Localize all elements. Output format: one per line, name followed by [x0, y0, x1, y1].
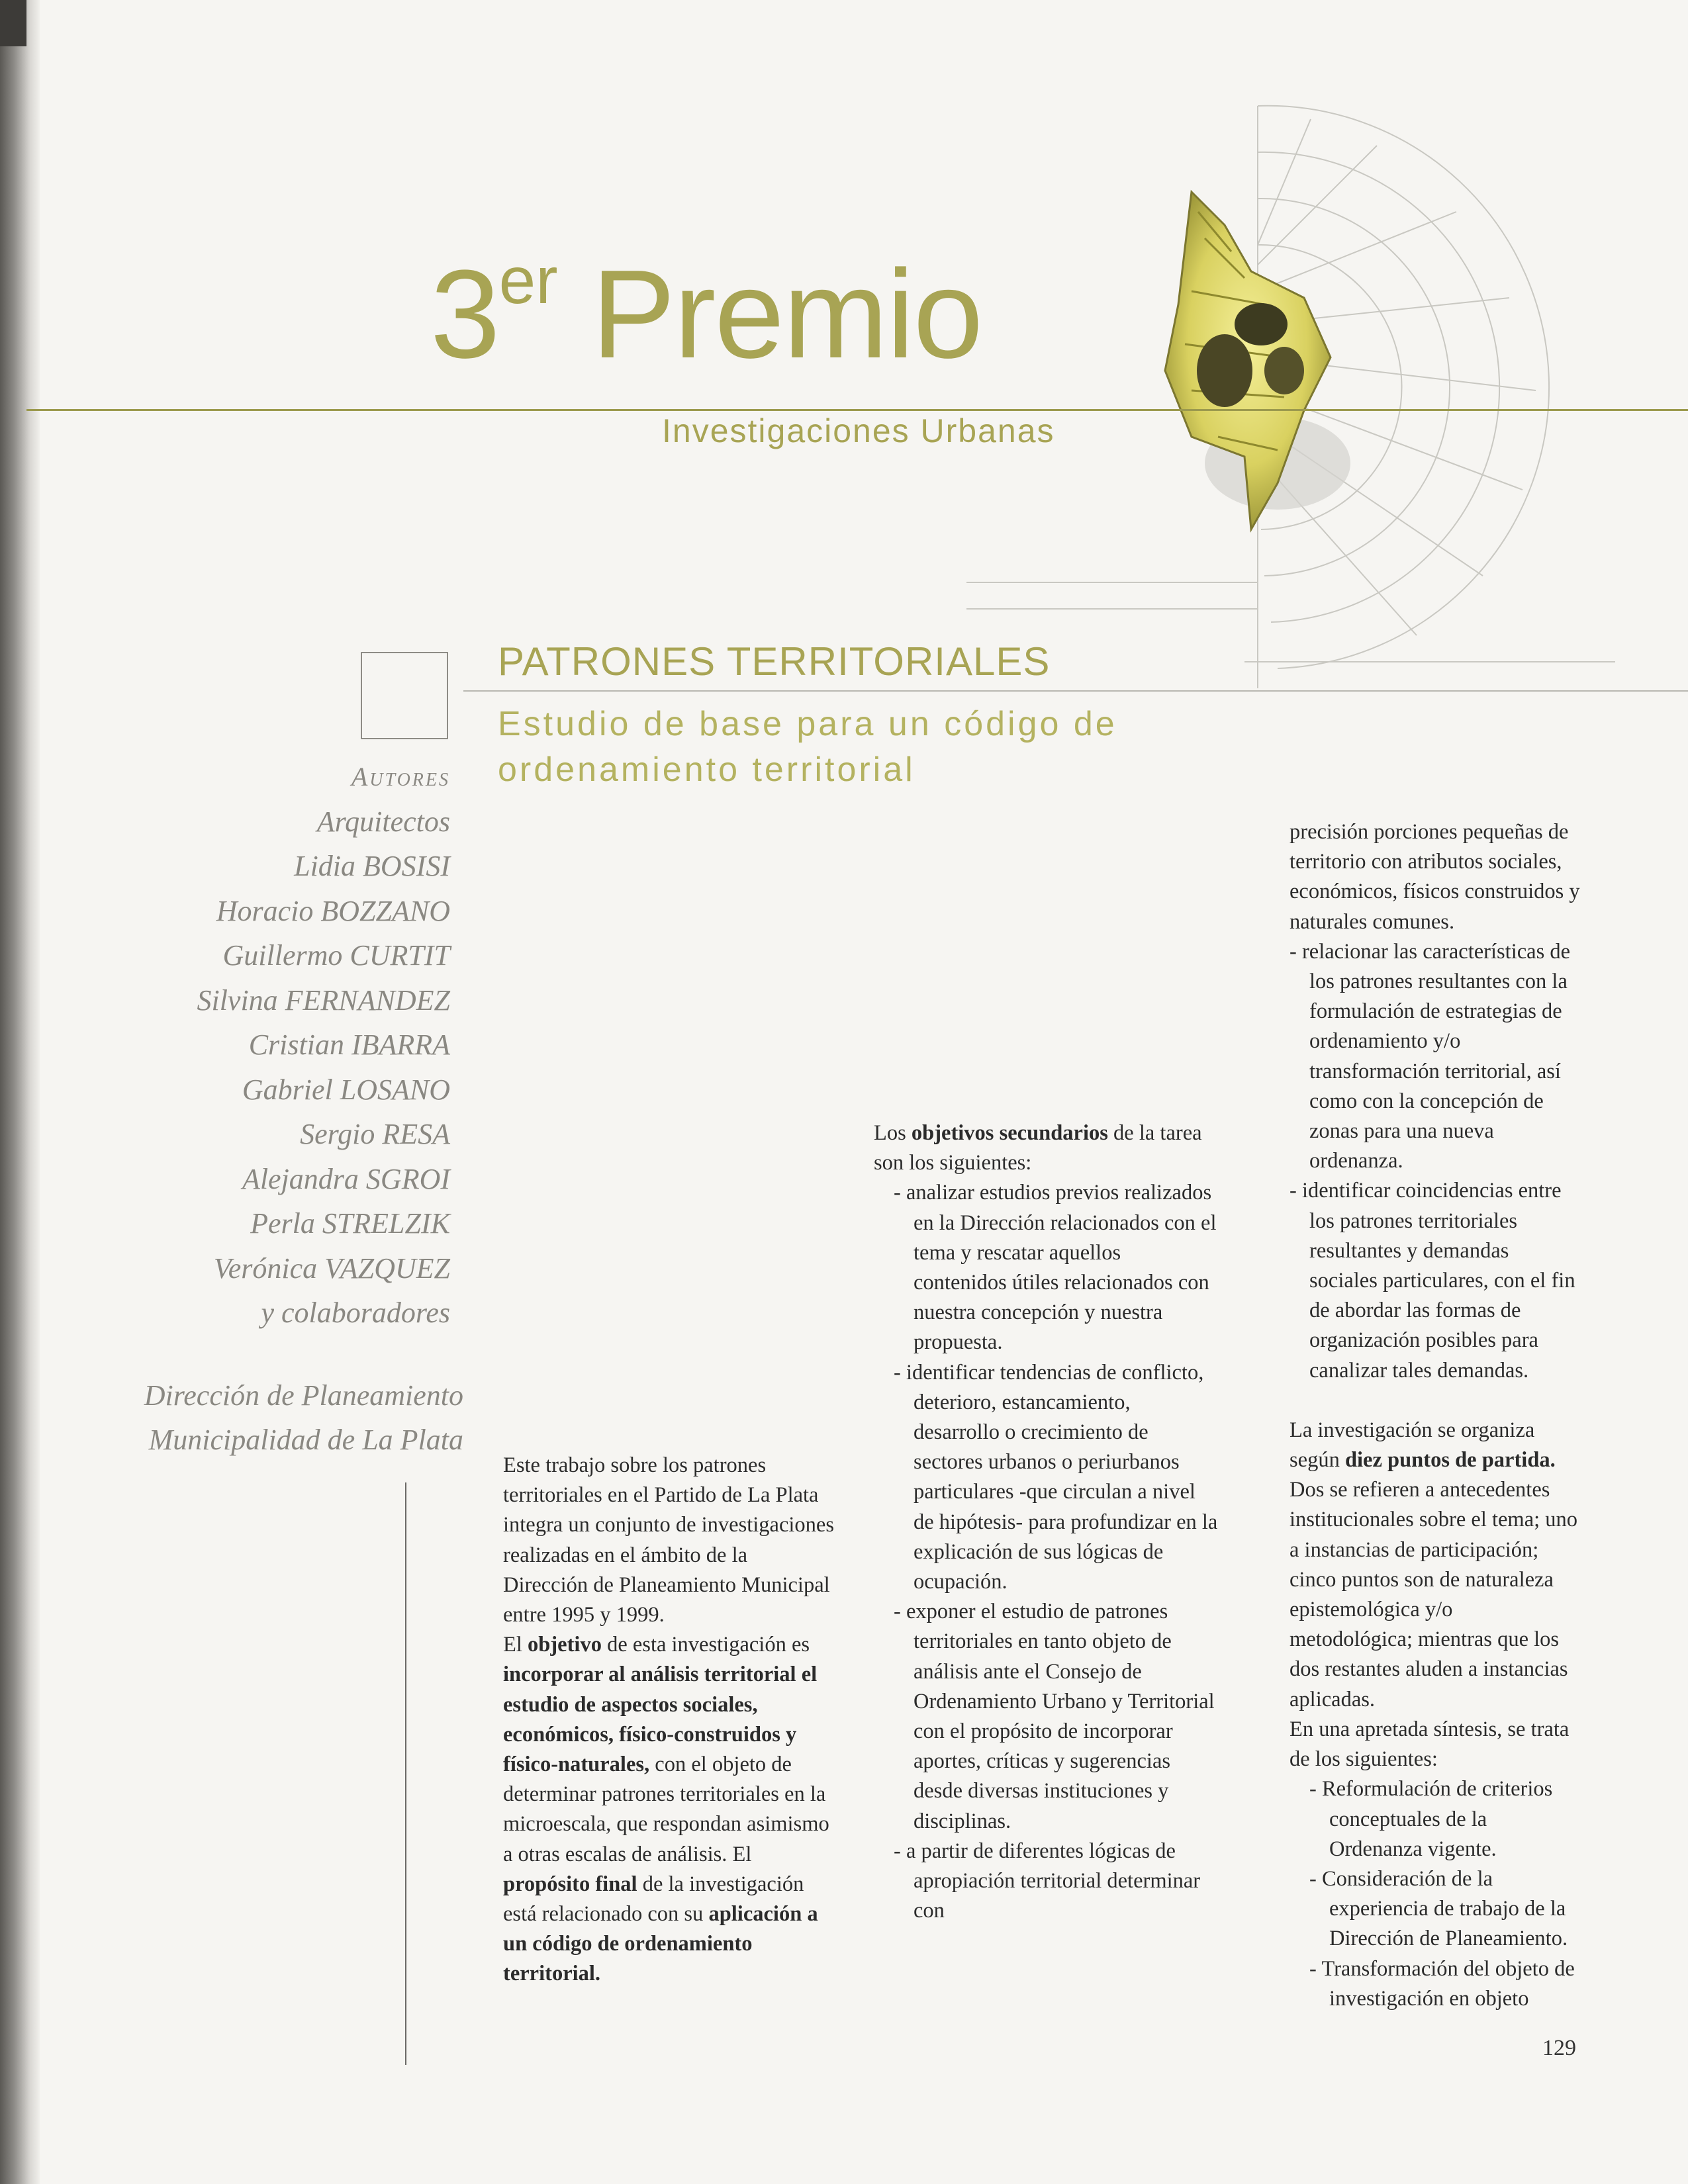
bold-run: objetivo: [528, 1633, 602, 1657]
list-item: - exponer el estudio de patrones territoriales en tanto objeto de análisis ante el Consejo de Ordenamiento Urbano y Territorial con el propósito de incorporar aportes, críticas y sugerencias desde diversas instituciones y disciplinas.: [894, 1600, 1215, 1833]
author-name: Lidia BOSISI: [294, 850, 450, 882]
text-run: La investigación se organiza según: [1289, 1418, 1535, 1473]
prize-ordinal: er: [498, 244, 558, 318]
list-item: - Transformación del objeto de investigación en objeto: [1309, 1956, 1575, 2011]
paragraph: [1289, 1416, 1581, 1715]
list-item: - relacionar las características de los patrones resultantes con la formulación de estrategias de ordenamiento y/o transformación territorial, así como con la concepción de zonas para una nueva ordenanza.: [1289, 939, 1571, 1173]
title-rule: [463, 690, 1688, 692]
author-name: Perla STRELZIK: [250, 1207, 450, 1240]
list-item: - identificar coincidencias entre los patrones territoriales resultantes y demandas sociales particulares, con el fin de abordar las formas de organización posibles para canalizar tales demandas.: [1289, 1179, 1575, 1383]
paragraph: [503, 1630, 834, 1989]
paragraph: En una apretada síntesis, se trata de los siguientes:: [1289, 1717, 1570, 1772]
text-run: de la tarea son los siguientes:: [874, 1121, 1202, 1175]
text-run: Los: [874, 1121, 912, 1145]
affiliation-line: Dirección de Planeamiento: [144, 1379, 463, 1412]
paragraph: [874, 1118, 1218, 1178]
bold-run: diez puntos de partida.: [1344, 1448, 1556, 1473]
author-name: Sergio RESA: [300, 1118, 450, 1150]
article-title: PATRONES TERRITORIALES: [498, 639, 1051, 684]
text-run: con el objeto de determinar patrones territoriales en la microescala, que respondan asimismo a otras escalas de análisis. El: [503, 1752, 829, 1866]
bold-run: incorporar al análisis territorial el estudio de aspectos sociales, económicos, físico-construidos y físico-naturales,: [503, 1662, 818, 1777]
book-spine-shadow: [0, 0, 40, 2184]
author-name: Horacio BOZZANO: [216, 894, 450, 927]
author-name: Silvina FERNANDEZ: [197, 983, 450, 1017]
text-column-2: [874, 1118, 1218, 1926]
list-item: - a partir de diferentes lógicas de apropiación territorial determinar con: [894, 1839, 1201, 1923]
bold-run: aplicación a un código de ordenamiento territorial.: [503, 1902, 818, 1986]
header-rule: [26, 409, 1688, 411]
article-subtitle: Estudio de base para un código de ordenamiento territorial: [498, 705, 1117, 789]
seashell-image: [1152, 172, 1350, 543]
affiliation: [144, 1373, 463, 1462]
text-column-1: [503, 1451, 834, 1989]
authors-profession: Arquitectos: [316, 805, 450, 838]
authors-heading: Autores: [351, 762, 450, 792]
empty-square-frame: [361, 652, 448, 739]
bold-run: objetivos secundarios: [911, 1121, 1108, 1145]
text-run: de la investigación está relacionado con su: [503, 1872, 804, 1927]
page-number: 129: [1542, 2036, 1576, 2060]
list-item: - Consideración de la experiencia de trabajo de la Dirección de Planeamiento.: [1309, 1866, 1568, 1951]
vertical-divider: [405, 1482, 406, 2065]
author-name: Gabriel LOSANO: [242, 1073, 450, 1106]
prize-category: Investigaciones Urbanas: [662, 412, 1055, 449]
text-run: Dos se refieren a antecedentes institucionales sobre el tema; uno a instancias de participación; cinco puntos son de naturaleza epistemológica y/o metodológica; mientras que los dos restantes aluden a instancias aplicadas.: [1289, 1478, 1578, 1711]
list-item: - identificar tendencias de conflicto, deterioro, estancamiento, desarrollo o crecimiento de sectores urbanos o periurbanos particulares -que circulan a nivel de hipótesis- para profundizar en la explicación de sus lógicas de ocupación.: [894, 1360, 1218, 1594]
author-name: Alejandra SGROI: [242, 1162, 450, 1195]
text-run: de esta investigación es: [601, 1633, 810, 1657]
bold-run: propósito final: [503, 1872, 637, 1896]
spine-edge: [0, 0, 26, 46]
paragraph-continuation: precisión porciones pequeñas de territorio con atributos sociales, económicos, físicos construidos y naturales comunes.: [1289, 820, 1580, 934]
authors-list: [197, 754, 450, 1336]
text-run: El: [503, 1633, 528, 1657]
author-name: Verónica VAZQUEZ: [213, 1251, 450, 1285]
prize-number: 3: [430, 244, 499, 385]
text-column-3: [1289, 817, 1581, 2014]
paragraph: Este trabajo sobre los patrones territoriales en el Partido de La Plata integra un conjunto de investigaciones realizadas en el ámbito de la Dirección de Planeamiento Municipal entre 1995 y 1999.: [503, 1453, 835, 1627]
author-collaborators: y colaboradores: [261, 1297, 450, 1329]
list-item: - analizar estudios previos realizados en la Dirección relacionados con el tema y rescatar aquellos contenidos útiles relacionados con nuestra concepción y nuestra propuesta.: [894, 1181, 1217, 1355]
list-item: - Reformulación de criterios conceptuales de la Ordenanza vigente.: [1309, 1777, 1553, 1861]
prize-heading: [430, 244, 982, 385]
author-name: Cristian IBARRA: [248, 1028, 450, 1061]
prize-word: Premio: [591, 244, 982, 385]
author-name: Guillermo CURTIT: [222, 939, 450, 972]
affiliation-line: Municipalidad de La Plata: [148, 1424, 463, 1456]
